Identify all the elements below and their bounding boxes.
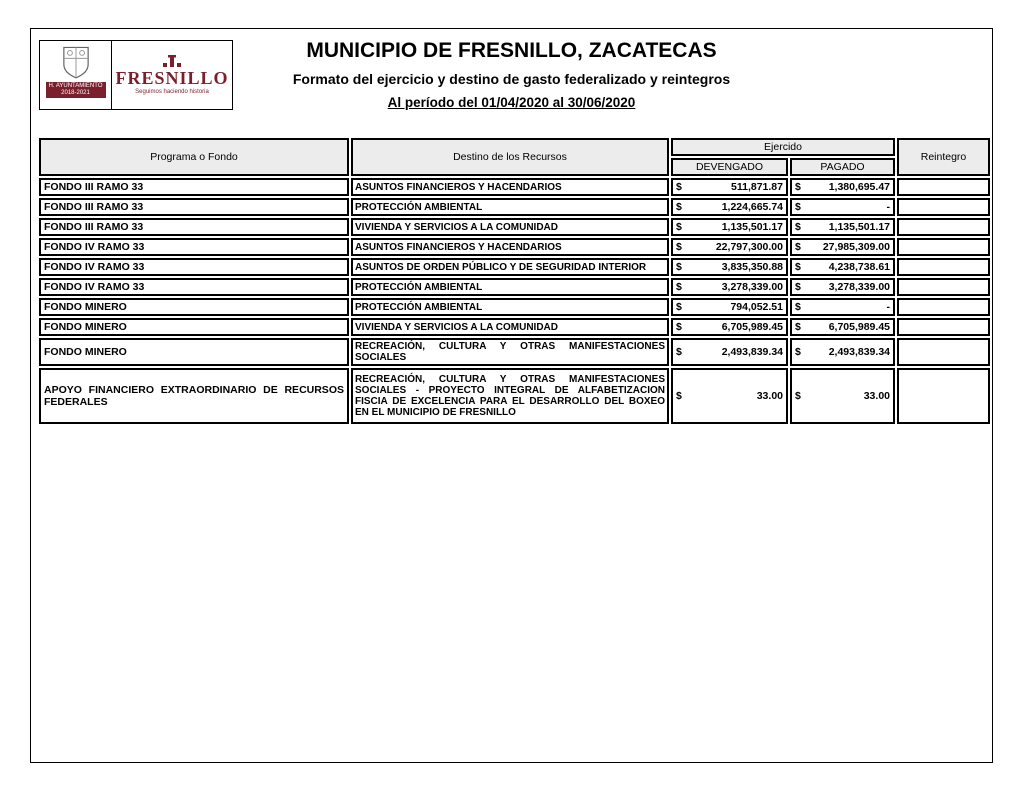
programa-cell: FONDO III RAMO 33 <box>39 198 349 216</box>
pagado-cell <box>790 198 895 216</box>
pagado-cell <box>790 338 895 366</box>
reintegro-cell <box>897 298 990 316</box>
currency-symbol: $ <box>676 261 682 273</box>
currency-symbol: $ <box>676 321 682 333</box>
programa-cell: APOYO FINANCIERO EXTRAORDINARIO DE RECURSOS FEDERALES <box>39 368 349 424</box>
devengado-cell <box>671 238 788 256</box>
currency-symbol: $ <box>795 181 801 193</box>
devengado-cell <box>671 198 788 216</box>
currency-symbol: $ <box>795 281 801 293</box>
programa-cell: FONDO MINERO <box>39 298 349 316</box>
currency-symbol: $ <box>795 390 801 402</box>
devengado-amount: 3,278,339.00 <box>721 281 783 293</box>
devengado-amount: 33.00 <box>756 390 783 402</box>
currency-symbol: $ <box>795 321 801 333</box>
table-header <box>39 138 990 176</box>
devengado-cell <box>671 218 788 236</box>
pagado-amount: 33.00 <box>863 390 890 402</box>
destino-cell: RECREACIÓN, CULTURA Y OTRAS MANIFESTACIONES SOCIALES <box>351 338 669 366</box>
devengado-amount: 794,052.51 <box>730 301 783 313</box>
table-row <box>39 318 990 336</box>
table-body <box>39 178 990 424</box>
reintegro-cell <box>897 318 990 336</box>
pagado-amount: 4,238,738.61 <box>828 261 890 273</box>
pagado-amount: 6,705,989.45 <box>828 321 890 333</box>
currency-symbol: $ <box>795 301 801 313</box>
table-row <box>39 238 990 256</box>
devengado-amount: 1,224,665.74 <box>721 201 783 213</box>
col-header-programa: Programa o Fondo <box>39 138 349 176</box>
reintegro-cell <box>897 218 990 236</box>
currency-symbol: $ <box>676 221 682 233</box>
reintegro-cell <box>897 178 990 196</box>
table-row <box>39 338 990 366</box>
brand-name: FRESNILLO <box>115 68 229 88</box>
currency-symbol: $ <box>795 261 801 273</box>
programa-cell: FONDO III RAMO 33 <box>39 218 349 236</box>
pagado-cell <box>790 258 895 276</box>
col-header-destino: Destino de los Recursos <box>351 138 669 176</box>
pagado-amount: 1,380,695.47 <box>828 181 890 193</box>
reintegro-cell <box>897 338 990 366</box>
pagado-amount: - <box>886 201 890 213</box>
pagado-amount: 27,985,309.00 <box>822 241 890 253</box>
table-row <box>39 298 990 316</box>
destino-cell: ASUNTOS DE ORDEN PÚBLICO Y DE SEGURIDAD INTERIOR <box>351 258 669 276</box>
devengado-cell <box>671 318 788 336</box>
currency-symbol: $ <box>676 181 682 193</box>
pagado-amount: 3,278,339.00 <box>828 281 890 293</box>
devengado-amount: 2,493,839.34 <box>721 346 783 358</box>
reintegro-cell <box>897 258 990 276</box>
report-period: Al período del 01/04/2020 al 30/06/2020 <box>387 95 636 110</box>
currency-symbol: $ <box>795 221 801 233</box>
destino-cell: RECREACIÓN, CULTURA Y OTRAS MANIFESTACIONES SOCIALES - PROYECTO INTEGRAL DE ALFABETIZACION FISCIA DE EXCELENCIA PARA EL DESARROLLO DEL BOXEO EN EL MUNICIPIO DE FRESNILLO <box>351 368 669 424</box>
reintegro-cell <box>897 198 990 216</box>
currency-symbol: $ <box>676 201 682 213</box>
devengado-amount: 3,835,350.88 <box>721 261 783 273</box>
destino-cell: PROTECCIÓN AMBIENTAL <box>351 198 669 216</box>
table-row <box>39 178 990 196</box>
table-row <box>39 368 990 424</box>
currency-symbol: $ <box>676 390 682 402</box>
reintegro-cell <box>897 238 990 256</box>
page-title: MUNICIPIO DE FRESNILLO, ZACATECAS <box>306 39 717 62</box>
brand-tagline: Seguimos haciendo historia <box>135 89 209 95</box>
destino-cell: VIVIENDA Y SERVICIOS A LA COMUNIDAD <box>351 318 669 336</box>
devengado-cell <box>671 298 788 316</box>
page-subtitle: Formato del ejercicio y destino de gasto federalizado y reintegros <box>292 71 731 87</box>
document-page <box>30 28 993 763</box>
pagado-cell <box>790 238 895 256</box>
programa-cell: FONDO IV RAMO 33 <box>39 238 349 256</box>
currency-symbol: $ <box>676 241 682 253</box>
table-row <box>39 198 990 216</box>
currency-symbol: $ <box>795 346 801 358</box>
devengado-cell <box>671 258 788 276</box>
pagado-cell <box>790 178 895 196</box>
currency-symbol: $ <box>676 281 682 293</box>
col-header-devengado: DEVENGADO <box>671 158 788 176</box>
col-header-reintegro: Reintegro <box>897 138 990 176</box>
devengado-cell <box>671 178 788 196</box>
pagado-amount: 1,135,501.17 <box>828 221 890 233</box>
devengado-amount: 22,797,300.00 <box>715 241 783 253</box>
reintegro-cell <box>897 278 990 296</box>
reintegro-cell <box>897 368 990 424</box>
table-row <box>39 218 990 236</box>
pagado-amount: 2,493,839.34 <box>828 346 890 358</box>
pagado-cell <box>790 318 895 336</box>
currency-symbol: $ <box>676 301 682 313</box>
devengado-amount: 511,871.87 <box>731 181 783 193</box>
header-titles <box>31 39 992 110</box>
ayuntamiento-label: H. AYUNTAMIENTO <box>48 83 103 89</box>
expense-table <box>37 136 992 426</box>
pagado-cell <box>790 368 895 424</box>
currency-symbol: $ <box>795 201 801 213</box>
programa-cell: FONDO III RAMO 33 <box>39 178 349 196</box>
col-header-pagado: PAGADO <box>790 158 895 176</box>
pagado-cell <box>790 298 895 316</box>
currency-symbol: $ <box>795 241 801 253</box>
table-row <box>39 258 990 276</box>
ayuntamiento-years: 2018-2021 <box>61 90 90 96</box>
programa-cell: FONDO IV RAMO 33 <box>39 278 349 296</box>
destino-cell: PROTECCIÓN AMBIENTAL <box>351 298 669 316</box>
pagado-cell <box>790 218 895 236</box>
table-row <box>39 278 990 296</box>
destino-cell: VIVIENDA Y SERVICIOS A LA COMUNIDAD <box>351 218 669 236</box>
pagado-amount: - <box>886 301 890 313</box>
destino-cell: ASUNTOS FINANCIEROS Y HACENDARIOS <box>351 178 669 196</box>
devengado-cell <box>671 278 788 296</box>
pagado-cell <box>790 278 895 296</box>
programa-cell: FONDO IV RAMO 33 <box>39 258 349 276</box>
col-header-ejercido: Ejercido <box>671 138 895 156</box>
devengado-amount: 6,705,989.45 <box>721 321 783 333</box>
programa-cell: FONDO MINERO <box>39 338 349 366</box>
destino-cell: ASUNTOS FINANCIEROS Y HACENDARIOS <box>351 238 669 256</box>
programa-cell: FONDO MINERO <box>39 318 349 336</box>
devengado-cell <box>671 368 788 424</box>
destino-cell: PROTECCIÓN AMBIENTAL <box>351 278 669 296</box>
devengado-amount: 1,135,501.17 <box>721 221 783 233</box>
devengado-cell <box>671 338 788 366</box>
currency-symbol: $ <box>676 346 682 358</box>
